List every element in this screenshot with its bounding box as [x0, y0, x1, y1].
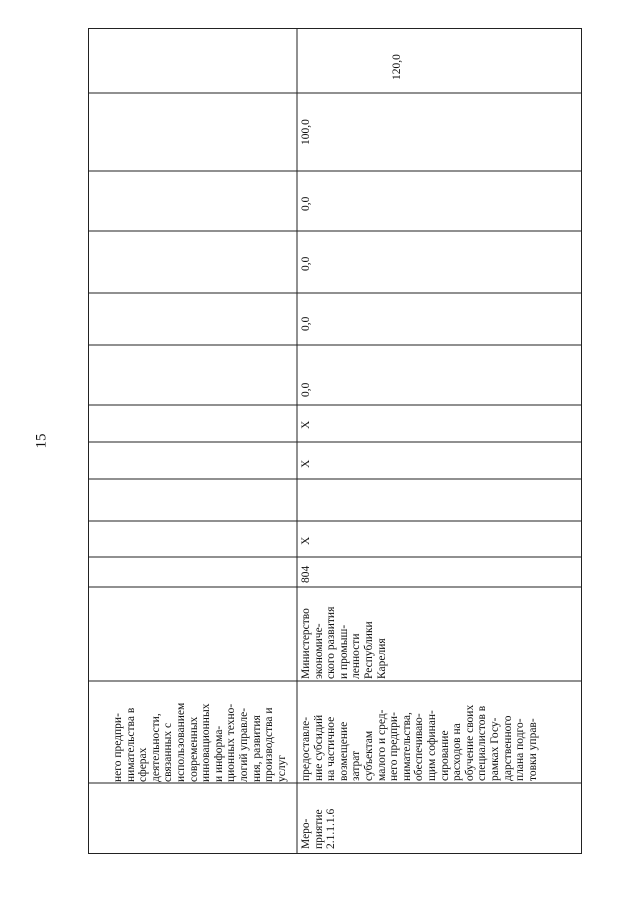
event-code-1-cell [297, 521, 582, 557]
event-grbs-cell [297, 557, 582, 587]
event-description: предоставле- ние субсидий на частичное возмещение затрат субъектам малого и сред- него предпри- нимательства, обеспечиваю- щим софинан- сирование расходов на обучение своих специалистов в рамках Госу- дарственного плана подго- товки управ- [300, 704, 539, 781]
cont-val-6-cell [88, 28, 297, 93]
event-val-2: 0,0 [300, 316, 312, 331]
event-val-5-cell [297, 93, 582, 171]
event-executor-cell [297, 587, 582, 681]
cont-val-5-cell [88, 93, 297, 171]
event-code-4: Х [300, 420, 312, 429]
event-val-3-cell [297, 231, 582, 293]
event-grbs: 804 [300, 565, 312, 583]
event-code: Меро- приятие 2.1.1.1.6 [300, 808, 338, 849]
event-val-2-cell [297, 293, 582, 345]
cont-desc-cell [88, 681, 297, 783]
cont-description: него предпри- нимательства в сферах деятельности, связанных с использованием современных инновационных и информа- ционных техно- логий управле- ния, развития производства и услуг [112, 702, 288, 782]
event-code-3: Х [300, 459, 312, 468]
event-val-4-cell [297, 171, 582, 231]
event-val-6-cell [297, 28, 582, 93]
event-val-1-cell [297, 345, 582, 405]
event-val-1: 0,0 [300, 382, 312, 397]
event-code-1: Х [300, 536, 312, 545]
event-val-5: 100,0 [300, 119, 312, 145]
event-executor: Министерство экономиче- ского развития и промыш- ленности Республики Карелия [300, 606, 388, 679]
event-desc-cell [297, 681, 582, 783]
event-code-3-cell [297, 442, 582, 479]
event-val-4: 0,0 [300, 196, 312, 211]
budget-table [88, 28, 582, 854]
event-code-4-cell [297, 405, 582, 442]
event-code-cell [297, 783, 582, 854]
event-code-2-cell [297, 479, 582, 521]
page-number-text: 15 [33, 433, 50, 449]
event-val-3: 0,0 [300, 256, 312, 271]
event-val-6: 120,0 [391, 54, 403, 80]
